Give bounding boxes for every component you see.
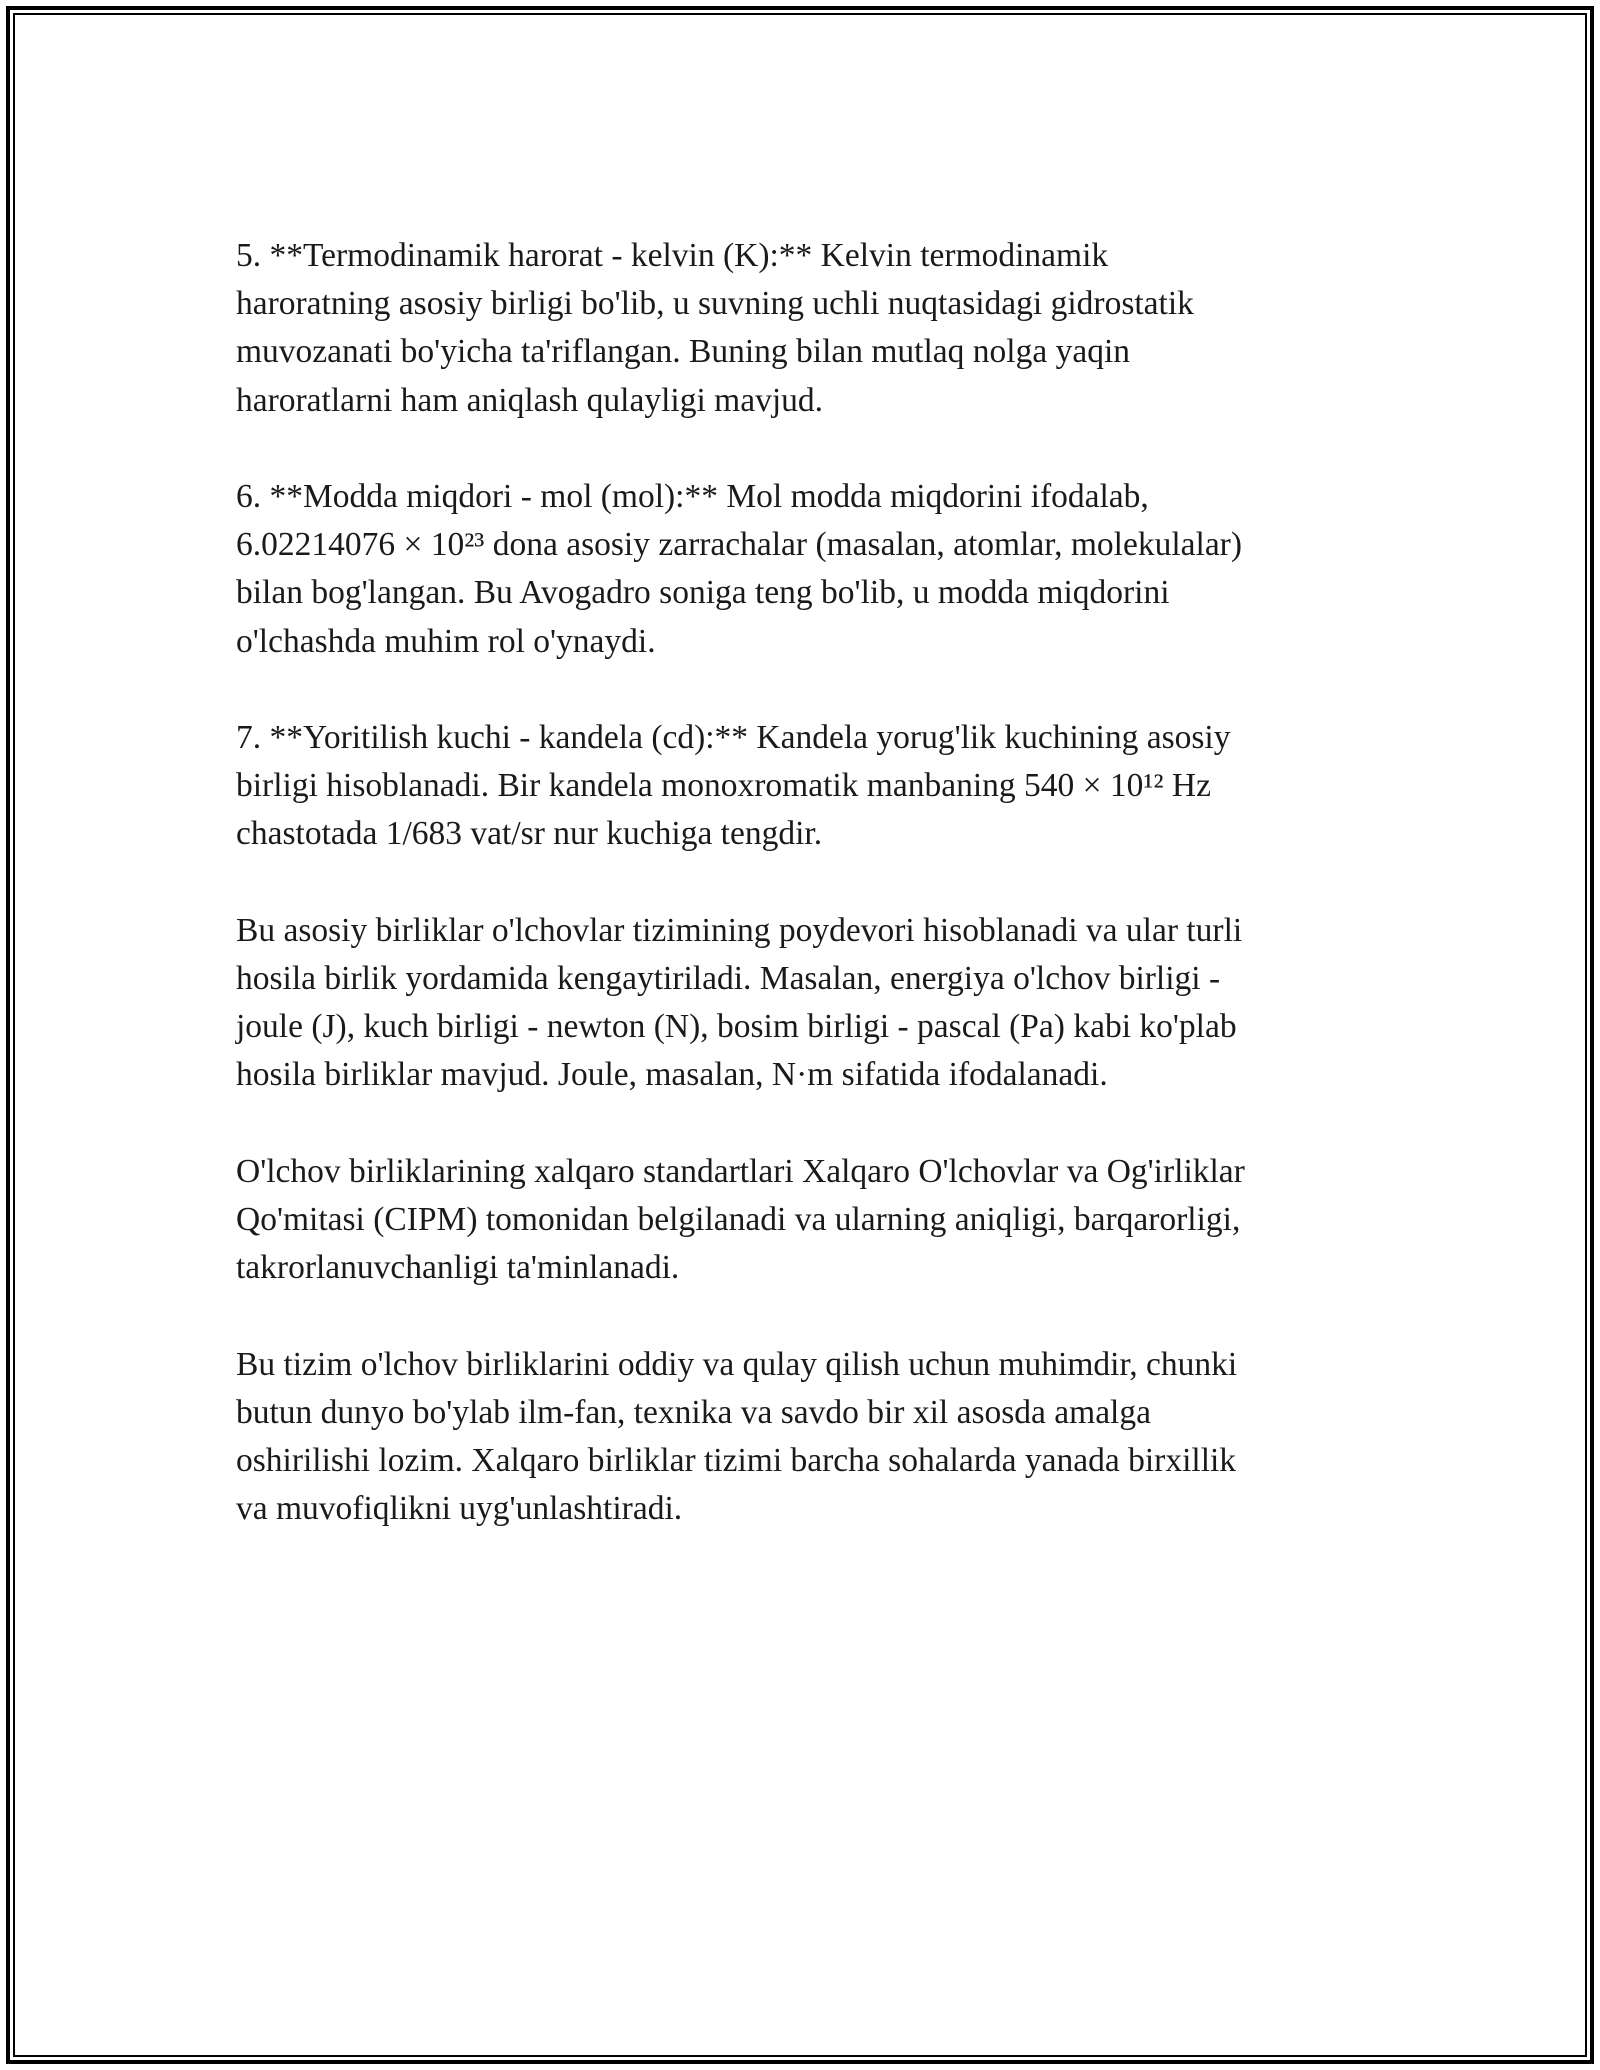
paragraph-kelvin — [236, 232, 1366, 425]
paragraph-conclusion — [236, 1341, 1366, 1534]
text-line: 7. **Yoritilish kuchi - kandela (cd):** Kandela yorug'lik kuchining asosiy — [236, 719, 1231, 756]
text-line: va muvofiqlikni uyg'unlashtiradi. — [236, 1490, 683, 1528]
text-line: o'lchashda muhim rol o'ynaydi. — [236, 622, 656, 660]
text-line: muvozanati bo'yicha ta'riflangan. Buning bilan mutlaq nolga yaqin — [236, 333, 1131, 371]
text-line: Bu tizim o'lchov birliklarini oddiy va qulay qilish uchun muhimdir, chunki — [236, 1345, 1238, 1383]
text-line: hosila birliklar mavjud. Joule, masalan, N·m sifatida ifodalanadi. — [236, 1056, 1108, 1094]
text-line: chastotada 1/683 vat/sr nur kuchiga tengdir. — [236, 815, 823, 853]
text-line: haroratlarni ham aniqlash qulayligi mavjud. — [236, 381, 824, 419]
text-line: Bu asosiy birliklar o'lchovlar tizimining poydevori hisoblanadi va ular turli — [236, 911, 1243, 949]
text-line: oshirilishi lozim. Xalqaro birliklar tizimi barcha sohalarda yanada birxillik — [236, 1442, 1237, 1479]
text-line: joule (J), kuch birligi - newton (N), bosim birligi - pascal (Pa) kabi ko'plab — [236, 1008, 1237, 1046]
text-line: 5. **Termodinamik harorat - kelvin (K):** Kelvin termodinamik — [236, 237, 1109, 274]
text-line: butun dunyo bo'ylab ilm-fan, texnika va savdo bir xil asosda amalga — [236, 1393, 1151, 1431]
text-line: bilan bog'langan. Bu Avogadro soniga teng bo'lib, u modda miqdorini — [236, 574, 1170, 612]
paragraph-mol — [236, 473, 1366, 666]
text-line: 6.02214076 × 10²³ dona asosiy zarrachalar (masalan, atomlar, molekulalar) — [236, 526, 1242, 564]
text-line: takrorlanuvchanligi ta'minlanadi. — [236, 1249, 680, 1287]
text-line: birligi hisoblanadi. Bir kandela monoxromatik manbaning 540 × 10¹² Hz — [236, 767, 1211, 805]
text-line: O'lchov birliklarining xalqaro standartlari Xalqaro O'lchovlar va Og'irliklar — [236, 1152, 1245, 1190]
text-line: hosila birlik yordamida kengaytiriladi. Masalan, energiya o'lchov birligi - — [236, 960, 1221, 997]
text-line: haroratning asosiy birligi bo'lib, u suvning uchli nuqtasidagi gidrostatik — [236, 285, 1194, 323]
text-line: 6. **Modda miqdori - mol (mol):** Mol modda miqdorini ifodalab, — [236, 478, 1149, 515]
text-line: Qo'mitasi (CIPM) tomonidan belgilanadi va ularning aniqligi, barqarorligi, — [236, 1201, 1241, 1238]
paragraph-derived-units — [236, 907, 1366, 1100]
paragraph-standards — [236, 1148, 1366, 1293]
document-body — [236, 232, 1366, 1582]
paragraph-kandela — [236, 714, 1366, 859]
